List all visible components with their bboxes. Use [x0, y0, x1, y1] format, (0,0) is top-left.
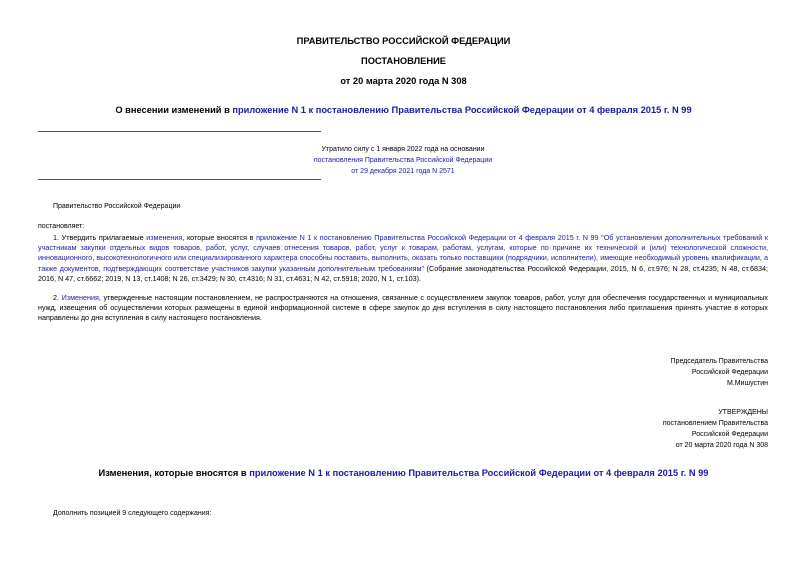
status-note [38, 144, 768, 177]
p1-text-a: 1. Утвердить прилагаемые [53, 233, 147, 242]
signature-country: Российской Федерации [691, 369, 768, 376]
title-prefix: О внесении изменений в [115, 105, 233, 115]
paragraph-2 [38, 293, 768, 324]
approval-block [663, 407, 768, 451]
changes-title-prefix: Изменения, которые вносятся в [98, 468, 250, 478]
p1-link-appendix[interactable]: приложение N 1 к постановлению Правительства Российской Федерации от 4 февраля 2015 г. N 99 "Об установлении дополнительных требований к участникам закупки отдельных видов товаров, работ, услуг, случаев отнесения товаров, работ, услуг к товарам, работам, услугам, которые по причине их технической и (или) технологической сложности, инновационного, высокотехнологичного или специализированного характера способны поставить, выполнить, оказать только поставщики (подрядчики, исполнители), имеющие необходимый уровень квалификации, а также документов, подтверждающих соответствие участников закупки указанным дополнительным требованиям" [38, 233, 768, 273]
document-title [0, 105, 807, 115]
title-link[interactable]: приложение N 1 к постановлению Правительства Российской Федерации от 4 февраля 2015 г. N 99 [232, 105, 692, 115]
p2-text-a: 2. [53, 293, 62, 302]
status-link-decree[interactable]: постановления Правительства Российской Федерации [313, 157, 493, 164]
approval-date: от 20 марта 2020 года N 308 [675, 442, 768, 449]
status-line: Утратило силу с 1 января 2022 года на основании [321, 146, 485, 153]
p1-text-b: , которые вносятся в [182, 233, 257, 242]
divider-bottom [38, 179, 321, 180]
footer-text: Дополнить позицией 9 следующего содержания: [53, 510, 212, 517]
signature-name: М.Мишустин [726, 380, 768, 387]
changes-title-link[interactable]: приложение N 1 к постановлению Правительства Российской Федерации от 4 февраля 2015 г. N 99 [249, 468, 709, 478]
changes-title [0, 468, 807, 478]
signature-position: Председатель Правительства [670, 358, 768, 365]
decides-label: постановляет: [38, 223, 85, 230]
status-link-date[interactable]: от 29 декабря 2021 года N 2571 [351, 168, 455, 175]
approval-by: постановлением Правительства [662, 420, 768, 427]
p2-text-b: , утвержденные настоящим постановлением, не распространяются на отношения, связанные с осуществлением закупок товаров, работ, услуг для обеспечения государственных и муниципальных нужд, извещения об осуществлении которых размещены в единой информационной системе в сфере закупок до дня вступления в силу настоящего постановления либо приглашения принять участие в которых направлены до дня вступления в силу настоящего постановления. [38, 293, 768, 323]
government-heading: ПРАВИТЕЛЬСТВО РОССИЙСКОЙ ФЕДЕРАЦИИ [296, 36, 511, 46]
divider-top [38, 131, 321, 132]
paragraph-1 [38, 233, 768, 284]
document-type: ПОСТАНОВЛЕНИЕ [361, 56, 446, 66]
p1-text-c: (Собрание законодательства Российской Федерации, 2015, N 6, ст.976; N 28, ст.4235; N 48, ст.6834; 2016, N 47, ст.6662; 2019, N 13, ст.1408; N 26, ст.3429; N 30, ст.4316; N 31, ст.4631; N 42, ст.5918; 2020, N 1, ст.103). [38, 263, 768, 283]
signature-block [671, 356, 768, 389]
government-name: Правительство Российской Федерации [53, 203, 181, 210]
p2-link-changes[interactable]: Изменения [61, 293, 99, 302]
approval-country: Российской Федерации [691, 431, 768, 438]
approval-heading: УТВЕРЖДЕНЫ [718, 409, 768, 416]
document-date: от 20 марта 2020 года N 308 [340, 76, 467, 86]
p1-link-changes[interactable]: изменения [146, 233, 183, 242]
